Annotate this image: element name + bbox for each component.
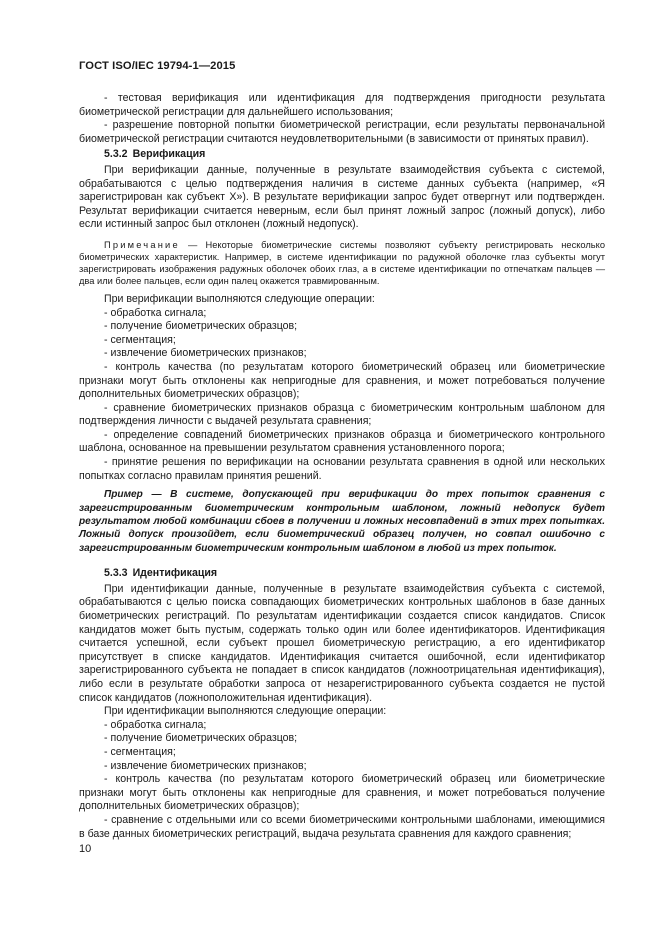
section-title: Идентификация bbox=[132, 567, 218, 580]
list-item: - контроль качества (по результатам которого биометрический образец или биометрические признаки могут быть отклонены как непригодные для сравнения, и может потребоваться получение дополнительных биометрических образцов); bbox=[79, 360, 605, 401]
list-item: - обработка сигнала; bbox=[104, 718, 207, 731]
paragraph: - тестовая верификация или идентификация для подтверждения пригодности результата биометрической регистрации для дальнейшего использования; bbox=[79, 92, 605, 118]
section-number: 5.3.3 bbox=[104, 567, 128, 580]
list-item: - сегментация; bbox=[104, 333, 176, 346]
section-heading-5-3-2 bbox=[79, 148, 605, 162]
paragraph: При верификации данные, полученные в результате взаимодействия субъекта с системой, обрабатываются с целью подтверждения наличия в системе данных субъекта (например, «Я зарегистрирован как субъект X»). В результате верификации запрос будет отвергнут или подтвержден. Результат верификации считается неверным, если был принят ложный запрос (ложный допуск), либо если истинный запрос был отклонен (ложный недопуск). bbox=[79, 163, 605, 231]
example: Пример — В системе, допускающей при верификации до трех попыток сравнения с зарегистрированным биометрическим контрольным шаблоном, ложный недопуск будет результатом любой комбинации сбоев в получении и ложных несовпадений в этих трех попытках. Ложный допуск произойдет, если биометрический образец получен, но совпал ошибочно с зарегистрированным биометрическим контрольным шаблоном в любой из трех попыток. bbox=[79, 489, 605, 554]
list-item: - обработка сигнала; bbox=[104, 306, 207, 319]
list-item: - сегментация; bbox=[104, 746, 176, 758]
list-item: - сравнение биометрических признаков образца с биометрическим контрольным шаблоном для подтверждения личности с выдачей результата сравнения; bbox=[79, 401, 605, 428]
note-label: Примечание bbox=[104, 239, 180, 250]
list-item: - получение биометрических образцов; bbox=[104, 732, 298, 745]
paragraph: - разрешение повторной попытки биометрической регистрации, если результаты первоначальной биометрической регистрации считаются неудовлетворительными (в зависимости от принятых правил). bbox=[79, 119, 605, 145]
section-title: Верификация bbox=[132, 148, 206, 161]
list-item: - извлечение биометрических признаков; bbox=[104, 759, 307, 772]
note bbox=[79, 239, 605, 287]
list-item: - сравнение с отдельными или со всеми биометрическими контрольными шаблонами, имеющимися в базе данных биометрических регистраций, выдача результата сравнения для каждого сравнения; bbox=[79, 813, 605, 840]
document-header: ГОСТ ISO/IEC 19794-1—2015 bbox=[79, 60, 236, 72]
paragraph: При идентификации данные, полученные в результате взаимодействия субъекта с системой, обрабатываются с целью поиска совпадающих биометрических контрольных шаблонов в базе данных биометрических регистраций. По результатам идентификации создается список кандидатов. Список кандидатов может быть пустым, содержать только один или более идентификаторов. Идентификация считается успешной, если субъект прошел биометрическую регистрацию, а его идентификатор присутствует в списке кандидатов. Идентификация считается ошибочной, если идентификатор зарегистрированного субъекта не попадает в список кандидатов (ложноотрицательная идентификация), либо если в результате обработки запроса от незарегистрированного субъекта создается не пустой список кандидатов (ложноположительная идентификация). bbox=[79, 582, 605, 704]
paragraph: При идентификации выполняются следующие операции: bbox=[104, 705, 387, 718]
list-item: - контроль качества (по результатам которого биометрический образец или биометрические признаки могут быть отклонены как непригодные для сравнения, и может потребоваться получение дополнительных биометрических образцов); bbox=[79, 773, 605, 813]
list-item: - извлечение биометрических признаков; bbox=[104, 347, 307, 360]
document-body bbox=[79, 92, 605, 841]
section-number: 5.3.2 bbox=[104, 148, 128, 161]
section-heading-5-3-3 bbox=[79, 567, 605, 581]
note-text: — Некоторые биометрические системы позволяют субъекту регистрировать несколько биометрических характеристик. Например, в системе идентификации по радужной оболочке глаз субъекты могут зарегистрировать изображения радужных оболочек обоих глаз, а в системе идентификации по отпечаткам пальцев — два или более пальцев, если один палец окажется травмированным. bbox=[79, 239, 605, 286]
list-item: - определение совпадений биометрических признаков образца и биометрического контрольного шаблона, основанное на превышении результатом сравнения установленного порога; bbox=[79, 428, 605, 455]
list-item: - принятие решения по верификации на основании результата сравнения в одной или нескольких попытках согласно правилам принятия решений. bbox=[79, 456, 605, 482]
page-number: 10 bbox=[79, 843, 92, 855]
list-item: - получение биометрических образцов; bbox=[104, 320, 298, 333]
paragraph: При верификации выполняются следующие операции: bbox=[104, 292, 375, 305]
